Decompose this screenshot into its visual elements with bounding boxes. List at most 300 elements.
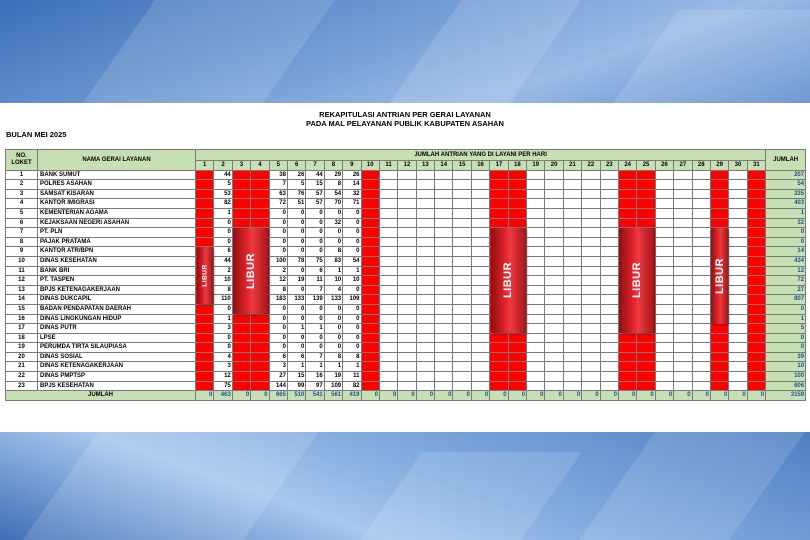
row-number: 12 [6,276,38,286]
table-row [6,324,806,334]
day-cell: 63 [269,189,287,199]
day-cell [600,285,618,295]
day-cell [232,352,250,362]
header-day: 28 [692,161,710,171]
summary-day-cell: 0 [674,391,692,401]
day-cell [637,352,655,362]
day-cell [232,372,250,382]
day-cell [453,362,471,372]
day-cell [674,228,692,238]
day-cell: 7 [306,352,324,362]
day-cell: 10 [343,276,361,286]
day-cell [398,333,416,343]
day-cell [471,256,489,266]
day-cell [416,324,434,334]
day-cell [196,362,214,372]
day-cell [545,295,563,305]
day-cell [545,170,563,180]
day-cell [545,237,563,247]
day-cell [545,247,563,257]
day-cell [453,170,471,180]
day-cell [618,343,636,353]
day-cell [508,189,526,199]
summary-day-cell: 0 [490,391,508,401]
service-name: DINAS SOSIAL [38,352,196,362]
day-cell: 5 [287,180,305,190]
header-day: 8 [324,161,342,171]
day-cell: 0 [306,304,324,314]
day-cell [379,218,397,228]
queue-table [5,149,806,401]
day-cell [600,352,618,362]
day-cell [398,256,416,266]
day-cell [710,372,728,382]
day-cell: 0 [343,304,361,314]
day-cell: 0 [343,343,361,353]
day-cell [674,180,692,190]
day-cell [600,180,618,190]
day-cell [747,189,765,199]
day-cell: 0 [306,247,324,257]
day-cell [655,285,673,295]
day-cell [563,276,581,286]
row-total: 10 [766,362,806,372]
day-cell [729,247,747,257]
day-cell [692,372,710,382]
day-cell [655,314,673,324]
day-cell [545,352,563,362]
day-cell [398,180,416,190]
day-cell [545,372,563,382]
day-cell [398,285,416,295]
day-cell [379,237,397,247]
day-cell [379,372,397,382]
day-cell [545,199,563,209]
day-cell [232,333,250,343]
day-cell: 109 [324,381,342,391]
day-cell [416,343,434,353]
day-cell: 57 [306,189,324,199]
day-cell [692,180,710,190]
day-cell [398,381,416,391]
day-cell [251,333,269,343]
day-cell: 139 [306,295,324,305]
day-cell: 0 [269,314,287,324]
day-cell: 12 [214,372,232,382]
day-cell [453,189,471,199]
day-cell [655,362,673,372]
day-cell [600,208,618,218]
day-cell [527,218,545,228]
summary-day-cell: 0 [582,391,600,401]
table-row [6,285,806,295]
day-cell [729,362,747,372]
day-cell [361,228,379,238]
day-cell: 0 [324,237,342,247]
day-cell [416,266,434,276]
day-cell [563,304,581,314]
day-cell: 0 [343,218,361,228]
day-cell [692,381,710,391]
day-cell [729,208,747,218]
report-title-line1: REKAPITULASI ANTRIAN PER GERAI LAYANAN [319,110,491,119]
day-cell [582,304,600,314]
day-cell [361,285,379,295]
day-cell [435,170,453,180]
day-cell: 0 [214,228,232,238]
day-cell: 0 [324,324,342,334]
day-cell [196,199,214,209]
day-cell [453,324,471,334]
day-cell [435,218,453,228]
day-cell [508,170,526,180]
day-cell [416,285,434,295]
day-cell [508,199,526,209]
day-cell [435,247,453,257]
day-cell [729,304,747,314]
day-cell [196,218,214,228]
day-cell [379,352,397,362]
summary-day-cell: 0 [545,391,563,401]
day-cell [490,199,508,209]
day-cell [196,208,214,218]
day-cell [379,228,397,238]
service-name: PAJAK PRATAMA [38,237,196,247]
day-cell: 0 [269,218,287,228]
day-cell: 78 [287,256,305,266]
day-cell [471,324,489,334]
day-cell: 0 [287,218,305,228]
header-no-label: NO. LOKET [11,152,32,166]
day-cell [416,208,434,218]
header-day: 23 [600,161,618,171]
day-cell: 26 [343,170,361,180]
day-cell [692,256,710,266]
header-day: 20 [545,161,563,171]
holiday-label: LIBUR [502,262,515,299]
header-day: 9 [343,161,361,171]
day-cell [692,276,710,286]
day-cell [747,218,765,228]
day-cell: 8 [214,285,232,295]
service-name: KANTOR ATR/BPN [38,247,196,257]
row-total: 403 [766,199,806,209]
day-cell [600,381,618,391]
day-cell [490,352,508,362]
day-cell [729,276,747,286]
summary-day-cell: 0 [196,391,214,401]
day-cell [582,247,600,257]
day-cell [692,304,710,314]
day-cell [563,333,581,343]
day-cell [747,208,765,218]
summary-row [6,391,806,401]
day-cell [471,333,489,343]
day-cell [527,170,545,180]
day-cell [398,218,416,228]
summary-day-cell: 0 [435,391,453,401]
day-cell [435,295,453,305]
day-cell [582,218,600,228]
day-cell [379,285,397,295]
holiday-label: LIBUR [713,257,726,294]
day-cell [196,352,214,362]
day-cell [747,314,765,324]
day-cell [618,170,636,180]
summary-day-cell: 0 [453,391,471,401]
day-cell [692,218,710,228]
row-total: 1 [766,314,806,324]
day-cell [379,314,397,324]
day-cell [582,256,600,266]
day-cell [361,304,379,314]
summary-day-cell: 0 [471,391,489,401]
day-cell [435,362,453,372]
day-cell: 57 [306,199,324,209]
holiday-label: LIBUR [630,262,643,299]
day-cell [361,362,379,372]
day-cell [674,333,692,343]
day-cell: 6 [287,352,305,362]
day-cell [655,372,673,382]
table-row [6,295,806,305]
day-cell [674,314,692,324]
day-cell [582,381,600,391]
day-cell [618,333,636,343]
day-cell [527,247,545,257]
day-cell [251,170,269,180]
day-cell [692,228,710,238]
day-cell [582,343,600,353]
day-cell: 19 [287,276,305,286]
day-cell [674,343,692,353]
day-cell [435,372,453,382]
day-cell [582,314,600,324]
row-number: 4 [6,199,38,209]
day-cell [655,208,673,218]
day-cell: 0 [324,333,342,343]
day-cell [232,218,250,228]
row-total: 0 [766,343,806,353]
day-cell [637,170,655,180]
day-cell [747,228,765,238]
day-cell [398,295,416,305]
summary-label: JUMLAH [6,391,196,401]
day-cell [582,170,600,180]
summary-day-cell: 0 [251,391,269,401]
day-cell [655,343,673,353]
day-cell [600,276,618,286]
day-cell [398,362,416,372]
day-cell: 51 [287,199,305,209]
day-cell [637,333,655,343]
day-cell: 144 [269,381,287,391]
row-total: 807 [766,295,806,305]
holiday-banner [491,228,526,334]
summary-day-cell: 665 [269,391,287,401]
day-cell [545,218,563,228]
service-name: LPSE [38,333,196,343]
day-cell: 6 [269,352,287,362]
day-cell: 0 [324,208,342,218]
day-cell: 14 [343,180,361,190]
day-cell [232,324,250,334]
summary-day-cell: 463 [214,391,232,401]
day-cell [692,208,710,218]
table-row [6,352,806,362]
header-day: 26 [655,161,673,171]
day-cell [379,276,397,286]
day-cell [471,228,489,238]
day-cell [453,276,471,286]
header-day: 29 [710,161,728,171]
service-name: PT. PLN [38,228,196,238]
service-name: DINAS PMPTSP [38,372,196,382]
day-cell: 8 [324,352,342,362]
day-cell: 82 [214,199,232,209]
day-cell: 0 [343,228,361,238]
day-cell [582,266,600,276]
day-cell: 8 [324,180,342,190]
day-cell [379,180,397,190]
day-cell: 0 [269,237,287,247]
day-cell [710,208,728,218]
day-cell [600,314,618,324]
day-cell [471,276,489,286]
row-number: 20 [6,352,38,362]
day-cell [729,228,747,238]
day-cell [618,180,636,190]
day-cell: 1 [287,362,305,372]
decorative-shard [377,0,602,103]
day-cell [416,237,434,247]
day-cell [251,381,269,391]
day-cell [729,324,747,334]
day-cell [416,381,434,391]
day-cell [527,228,545,238]
day-cell [600,189,618,199]
summary-day-cell: 510 [287,391,305,401]
day-cell [655,237,673,247]
day-cell [527,266,545,276]
day-cell: 8 [324,247,342,257]
day-cell [361,237,379,247]
day-cell [545,343,563,353]
day-cell [692,199,710,209]
day-cell: 0 [343,285,361,295]
day-cell [453,266,471,276]
day-cell [563,285,581,295]
summary-day-cell: 0 [416,391,434,401]
day-cell [545,362,563,372]
day-cell: 0 [287,285,305,295]
day-cell [361,218,379,228]
day-cell [471,266,489,276]
day-cell [545,180,563,190]
day-cell: 83 [324,256,342,266]
day-cell [361,295,379,305]
day-cell [655,333,673,343]
day-cell [361,189,379,199]
day-cell [563,372,581,382]
row-number: 19 [6,343,38,353]
day-cell [416,362,434,372]
day-cell [416,170,434,180]
header-background [0,0,810,103]
day-cell [655,276,673,286]
day-cell [379,256,397,266]
day-cell [692,295,710,305]
day-cell [398,170,416,180]
day-cell: 6 [306,266,324,276]
day-cell: 8 [269,285,287,295]
day-cell: 44 [214,170,232,180]
row-total: 72 [766,276,806,286]
day-cell [361,208,379,218]
day-cell [674,285,692,295]
day-cell [747,180,765,190]
day-cell: 10 [214,276,232,286]
day-cell: 0 [324,228,342,238]
day-cell: 0 [269,343,287,353]
row-number: 10 [6,256,38,266]
day-cell [582,237,600,247]
report-sheet [0,103,810,432]
day-cell [453,372,471,382]
row-number: 15 [6,304,38,314]
day-cell [729,352,747,362]
holiday-label: LIBUR [244,252,257,289]
day-cell [398,266,416,276]
decorative-shard [571,432,810,540]
summary-day-cell: 0 [710,391,728,401]
day-cell [674,362,692,372]
day-cell [637,208,655,218]
day-cell [471,381,489,391]
day-cell: 54 [324,189,342,199]
report-period: BULAN MEI 2025 [6,130,67,139]
day-cell: 75 [306,256,324,266]
day-cell: 4 [324,285,342,295]
day-cell [471,285,489,295]
row-total: 0 [766,333,806,343]
day-cell [692,324,710,334]
day-cell [563,247,581,257]
holiday-label: LIBUR [201,264,209,287]
day-cell [582,199,600,209]
day-cell [251,189,269,199]
day-cell [729,372,747,382]
day-cell [710,352,728,362]
service-name: BPJS KESEHATAN [38,381,196,391]
day-cell [416,304,434,314]
day-cell [416,199,434,209]
header-day: 27 [674,161,692,171]
day-cell [600,372,618,382]
day-cell [692,343,710,353]
day-cell [453,352,471,362]
row-number: 14 [6,295,38,305]
row-total: 207 [766,170,806,180]
day-cell [527,237,545,247]
service-name: DINAS PUTR [38,324,196,334]
day-cell [582,352,600,362]
day-cell: 0 [306,314,324,324]
day-cell [361,170,379,180]
day-cell [416,276,434,286]
day-cell: 0 [214,304,232,314]
day-cell: 70 [324,199,342,209]
